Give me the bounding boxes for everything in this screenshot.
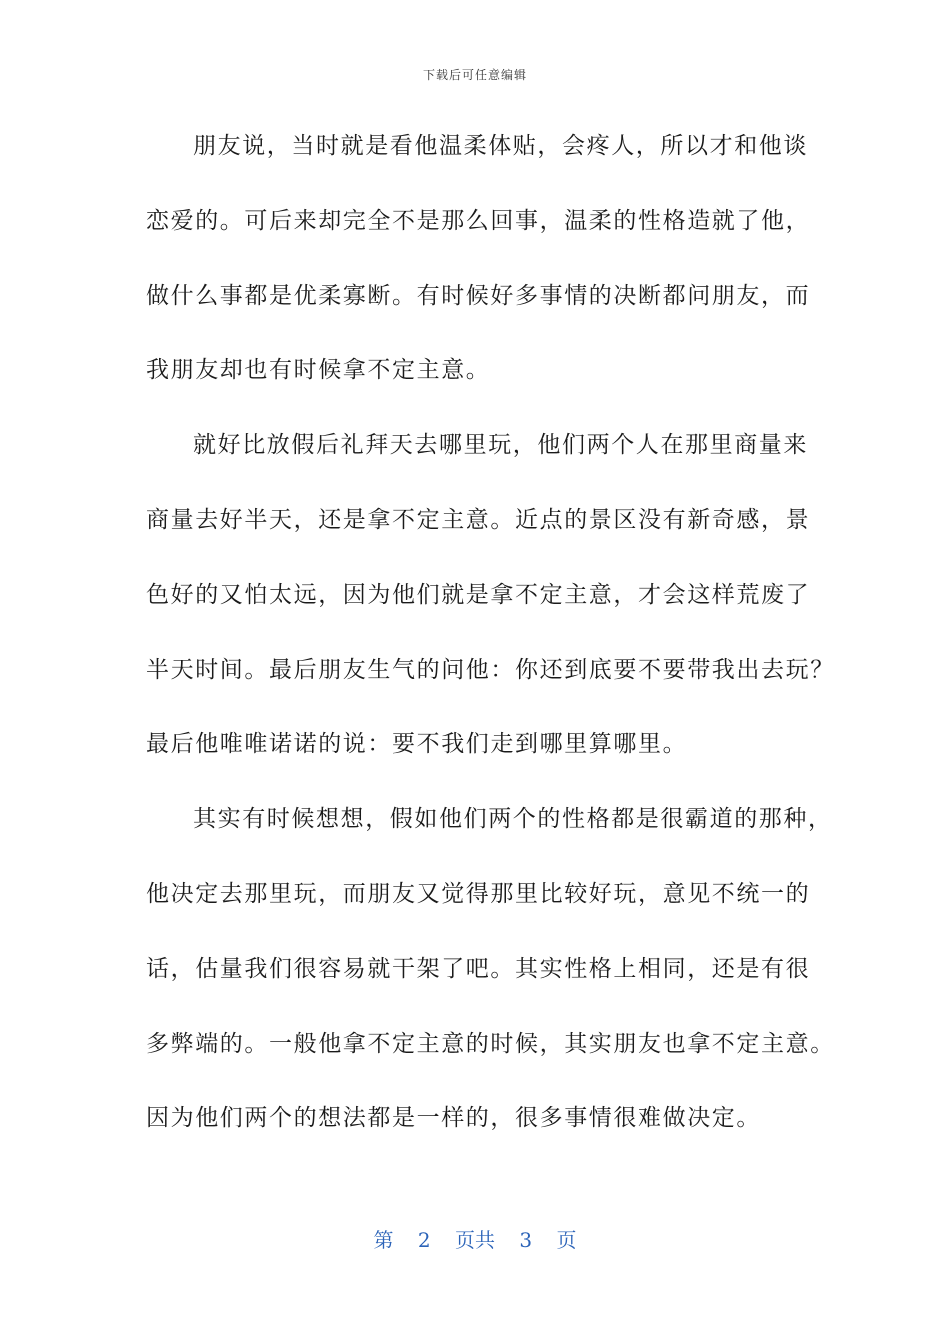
page-total: 3 [519,1228,533,1252]
paragraph-2-line-4: 半天时间。最后朋友生气的问他：你还到底要不要带我出去玩？ [146,656,835,683]
page-number-footer [0,1224,950,1253]
paragraph-3-line-3: 话，估量我们很容易就干架了吧。其实性格上相同，还是有很 [146,955,811,982]
paragraph-2-line-3: 色好的又怕太远，因为他们就是拿不定主意，才会这样荒废了 [146,581,811,608]
paragraph-3-line-1: 其实有时候想想，假如他们两个的性格都是很霸道的那种， [193,806,833,833]
page-suffix: 页 [556,1228,577,1252]
page-current: 2 [417,1228,431,1252]
page-middle: 页共 [455,1228,495,1252]
paragraph-1-line-4: 我朋友却也有时候拿不定主意。 [146,357,491,384]
paragraph-2-line-5: 最后他唯唯诺诺的说：要不我们走到哪里算哪里。 [146,731,688,758]
paragraph-3-line-2: 他决定去那里玩，而朋友又觉得那里比较好玩，意见不统一的 [146,880,811,907]
paragraph-3-line-4: 多弊端的。一般他拿不定主意的时候，其实朋友也拿不定主意。 [146,1030,835,1057]
paragraph-3-line-5: 因为他们两个的想法都是一样的，很多事情很难做决定。 [146,1105,761,1132]
paragraph-1-line-3: 做什么事都是优柔寡断。有时候好多事情的决断都问朋友，而 [146,282,811,309]
paragraph-2-line-1: 就好比放假后礼拜天去哪里玩，他们两个人在那里商量来 [193,432,808,459]
paragraph-1-line-2: 恋爱的。可后来却完全不是那么回事，温柔的性格造就了他， [146,207,811,234]
body-text [146,120,835,1167]
paragraph-1-line-1: 朋友说，当时就是看他温柔体贴，会疼人，所以才和他谈 [193,133,808,159]
header-note: 下载后可任意编辑 [422,68,527,82]
page-prefix: 第 [373,1228,394,1252]
paragraph-2-line-2: 商量去好半天，还是拿不定主意。近点的景区没有新奇感，景 [146,506,811,533]
